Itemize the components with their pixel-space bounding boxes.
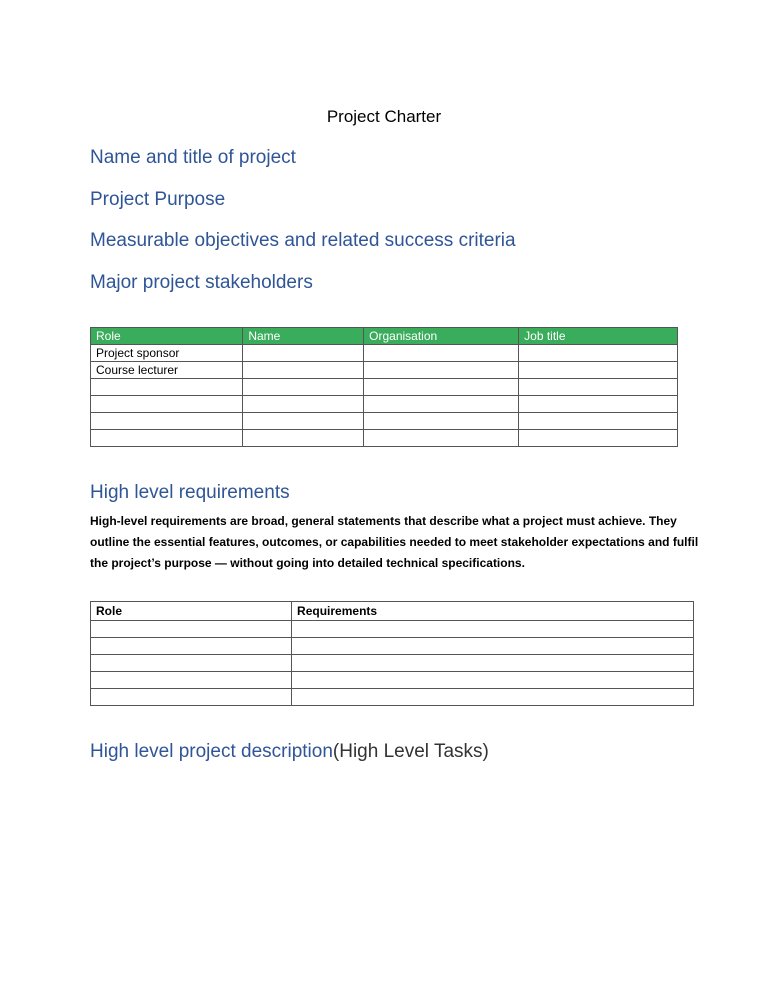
table-row (91, 638, 694, 655)
column-header: Role (91, 602, 292, 621)
table-row (91, 621, 694, 638)
table-cell[interactable] (91, 379, 243, 396)
table-cell[interactable] (243, 362, 364, 379)
table-cell[interactable] (292, 621, 694, 638)
column-header: Requirements (292, 602, 694, 621)
table-cell[interactable] (243, 430, 364, 447)
table-cell[interactable] (519, 362, 678, 379)
table-cell[interactable] (364, 379, 519, 396)
table-row (91, 362, 678, 379)
table-cell[interactable]: Course lecturer (91, 362, 243, 379)
table-cell[interactable] (519, 430, 678, 447)
heading-stakeholders: Major project stakeholders (90, 272, 313, 293)
column-header: Organisation (364, 328, 519, 345)
table-cell[interactable] (364, 430, 519, 447)
table-cell[interactable] (364, 345, 519, 362)
table-cell[interactable] (91, 638, 292, 655)
table-cell[interactable] (292, 689, 694, 706)
requirements-description: High-level requirements are broad, general statements that describe what a project must achieve. They outline the essential features, outcomes, or capabilities needed to meet stakeholder expectations and fulfil the project’s purpose — without going into detailed technical specifications. (90, 514, 699, 570)
table-cell[interactable] (243, 413, 364, 430)
table-cell[interactable] (292, 672, 694, 689)
stakeholders-table (90, 327, 678, 447)
table-cell[interactable] (364, 396, 519, 413)
table-cell[interactable] (91, 672, 292, 689)
table-row (91, 655, 694, 672)
table-cell[interactable] (364, 362, 519, 379)
table-cell[interactable] (91, 655, 292, 672)
heading-objectives: Measurable objectives and related success criteria (90, 230, 516, 251)
table-row (91, 345, 678, 362)
table-cell[interactable] (519, 379, 678, 396)
table-row (91, 672, 694, 689)
table-row (91, 430, 678, 447)
table-row (91, 396, 678, 413)
heading-project-purpose: Project Purpose (90, 189, 226, 210)
description-heading-text: High level project description (90, 741, 333, 762)
table-row (91, 413, 678, 430)
table-cell[interactable] (243, 396, 364, 413)
document-title: Project Charter (326, 107, 442, 126)
table-cell[interactable] (519, 413, 678, 430)
table-cell[interactable] (91, 689, 292, 706)
table-row (91, 379, 678, 396)
table-cell[interactable] (292, 638, 694, 655)
description-heading-suffix: (High Level Tasks) (332, 741, 489, 762)
heading-requirements: High level requirements (90, 482, 290, 503)
table-cell[interactable] (243, 345, 364, 362)
table-cell[interactable] (519, 345, 678, 362)
heading-project-description (90, 741, 489, 763)
table-row (91, 689, 694, 706)
heading-project-name: Name and title of project (90, 147, 296, 168)
column-header: Name (243, 328, 364, 345)
column-header: Job title (519, 328, 678, 345)
table-cell[interactable] (91, 396, 243, 413)
table-cell[interactable] (243, 379, 364, 396)
table-cell[interactable] (519, 396, 678, 413)
table-cell[interactable] (91, 430, 243, 447)
requirements-table (90, 601, 694, 706)
table-cell[interactable] (364, 413, 519, 430)
table-cell[interactable] (91, 621, 292, 638)
table-cell[interactable]: Project sponsor (91, 345, 243, 362)
column-header: Role (91, 328, 243, 345)
table-cell[interactable] (292, 655, 694, 672)
table-cell[interactable] (91, 413, 243, 430)
